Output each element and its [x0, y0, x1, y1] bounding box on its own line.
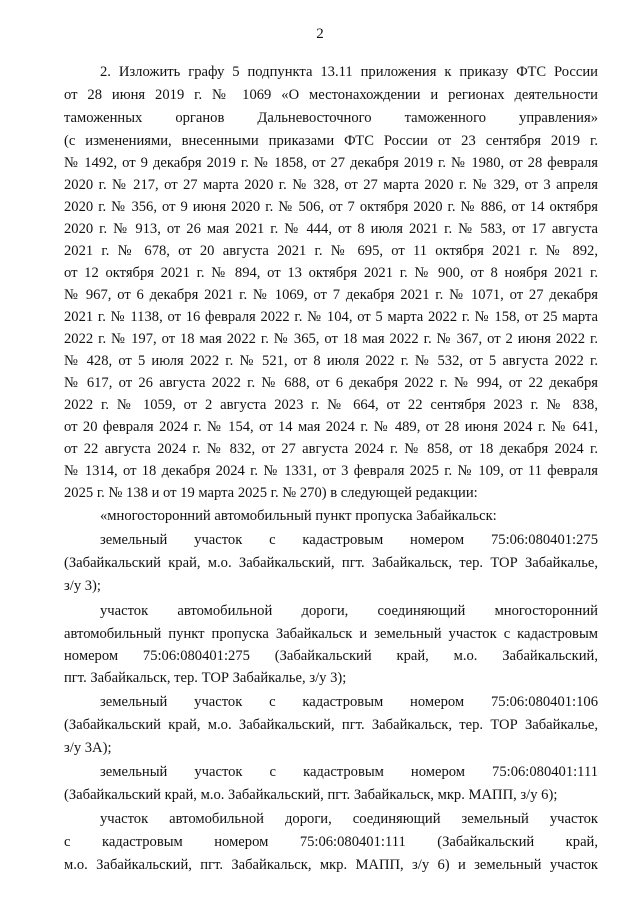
text-line: 2021 г. № 678, от 20 августа 2021 г. № 695, от 11 октября 2021 г. № 892,	[64, 243, 598, 259]
text-line: № 1314, от 18 декабря 2024 г. № 1331, от 3 февраля 2025 г. № 109, от 11 февраля	[64, 463, 598, 479]
text-line: м.о. Забайкальский, пгт. Забайкальск, мкр. МАПП, з/у 6) и земельный участок	[64, 857, 598, 873]
text-line: 2022 г. № 197, от 18 мая 2022 г. № 365, от 18 мая 2022 г. № 367, от 2 июня 2022 г.	[64, 331, 598, 347]
text-line: 2. Изложить графу 5 подпункта 13.11 приложения к приказу ФТС России	[100, 64, 598, 80]
text-line: 2025 г. № 138 и от 19 марта 2025 г. № 270) в следующей редакции:	[64, 485, 478, 501]
text-line: 2020 г. № 217, от 27 марта 2020 г. № 328, от 27 марта 2020 г. № 329, от 3 апреля	[64, 177, 598, 193]
text-line: номером 75:06:080401:275 (Забайкальский край, м.о. Забайкальский,	[64, 648, 598, 664]
text-line: «многосторонний автомобильный пункт пропуска Забайкальск:	[100, 508, 497, 524]
text-line: (Забайкальский край, м.о. Забайкальский, пгт. Забайкальск, тер. ТОР Забайкалье,	[64, 555, 598, 571]
text-line: з/у 3);	[64, 578, 101, 594]
text-line: земельный участок с кадастровым номером 75:06:080401:111	[100, 764, 598, 780]
text-line: от 12 октября 2021 г. № 894, от 13 октября 2021 г. № 900, от 8 ноября 2021 г.	[64, 265, 598, 281]
text-line: от 28 июня 2019 г. № 1069 «О местонахождении и регионах деятельности	[64, 87, 598, 103]
text-line: № 428, от 5 июля 2022 г. № 521, от 8 июля 2022 г. № 532, от 5 августа 2022 г.	[64, 353, 598, 369]
text-line: № 617, от 26 августа 2022 г. № 688, от 6 декабря 2022 г. № 994, от 22 декабря	[64, 375, 598, 391]
text-line: (Забайкальский край, м.о. Забайкальский, пгт. Забайкальск, тер. ТОР Забайкалье,	[64, 717, 598, 733]
text-line: участок автомобильной дороги, соединяющий земельный участок	[100, 811, 598, 827]
text-line: 2022 г. № 1059, от 2 августа 2023 г. № 664, от 22 сентября 2023 г. № 838,	[64, 397, 598, 413]
text-line: 2021 г. № 1138, от 16 февраля 2022 г. № 104, от 5 марта 2022 г. № 158, от 25 марта	[64, 309, 598, 325]
text-line: пгт. Забайкальск, тер. ТОР Забайкалье, з/у 3);	[64, 670, 347, 686]
text-line: 2020 г. № 913, от 26 мая 2021 г. № 444, от 8 июля 2021 г. № 583, от 17 августа	[64, 221, 598, 237]
text-line: таможенных органов Дальневосточного таможенного управления»	[64, 110, 598, 126]
text-line: № 967, от 6 декабря 2021 г. № 1069, от 7 декабря 2021 г. № 1071, от 27 декабря	[64, 287, 598, 303]
text-line: участок автомобильной дороги, соединяющий многосторонний	[100, 603, 598, 619]
text-line: (с изменениями, внесенными приказами ФТС России от 23 сентября 2019 г.	[64, 133, 598, 149]
page-number: 2	[316, 26, 324, 42]
text-line: автомобильный пункт пропуска Забайкальск и земельный участок с кадастровым	[64, 626, 598, 642]
text-line: от 20 февраля 2024 г. № 154, от 14 мая 2024 г. № 489, от 28 июня 2024 г. № 641,	[64, 419, 598, 435]
text-line: (Забайкальский край, м.о. Забайкальский, пгт. Забайкальск, мкр. МАПП, з/у 6);	[64, 787, 558, 803]
text-line: от 22 августа 2024 г. № 832, от 27 августа 2024 г. № 858, от 18 декабря 2024 г.	[64, 441, 598, 457]
text-line: 2020 г. № 356, от 9 июня 2020 г. № 506, от 7 октября 2020 г. № 886, от 14 октября	[64, 199, 598, 215]
text-line: № 1492, от 9 декабря 2019 г. № 1858, от 27 декабря 2019 г. № 1980, от 28 февраля	[64, 155, 598, 171]
text-line: земельный участок с кадастровым номером 75:06:080401:275	[100, 532, 598, 548]
text-line: земельный участок с кадастровым номером 75:06:080401:106	[100, 694, 598, 710]
text-line: с кадастровым номером 75:06:080401:111 (Забайкальский край,	[64, 834, 598, 850]
text-line: з/у 3А);	[64, 740, 112, 756]
